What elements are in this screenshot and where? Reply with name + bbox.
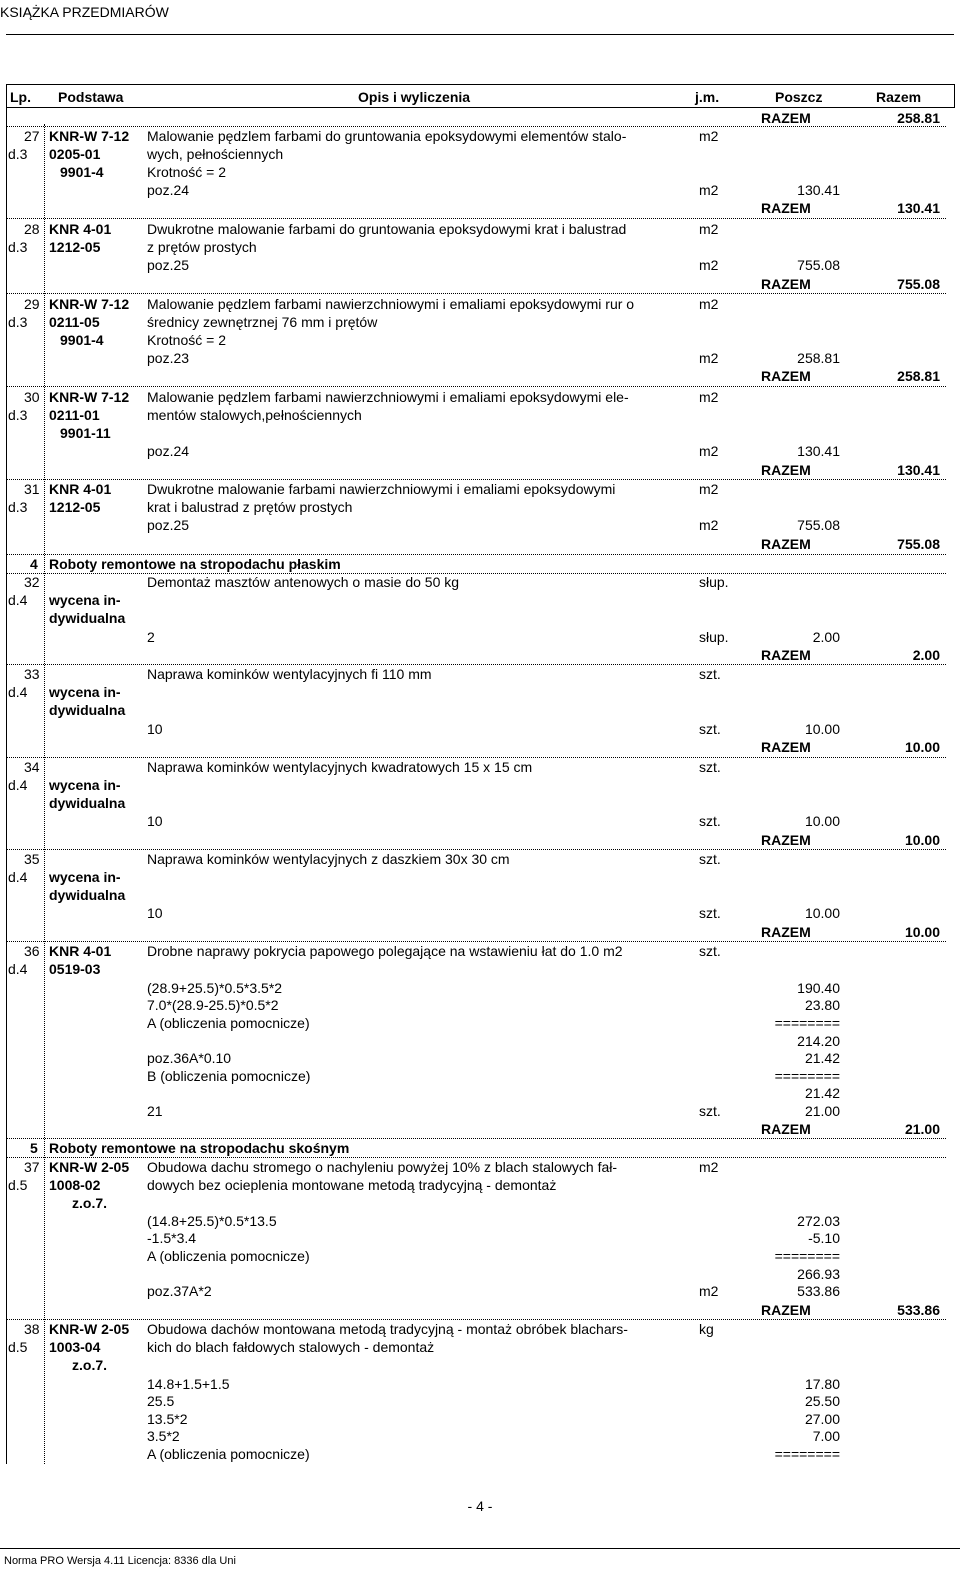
row-chapter: d.5 [8,1177,28,1193]
basis-line: dywidualna [49,795,126,811]
row-chapter: d.3 [8,407,28,423]
table-right-border [954,84,955,108]
calc-expression: 10 [147,905,163,921]
col-lp: Lp. [10,89,31,105]
unit: słup. [699,574,729,590]
unit: m2 [699,481,719,497]
calc-line: -1.5*3.4 [147,1230,197,1246]
calc-line-value: 214.20 [797,1033,840,1049]
row-divider [6,126,946,127]
basis-line: wycena in- [49,592,121,608]
row-total: 258.81 [897,368,940,384]
row-divider [6,218,946,219]
basis-line: 0519-03 [49,961,101,977]
description-line: dowych bez ocieplenia montowane metodą tradycyjną - demontaż [147,1177,557,1193]
description-line: Demontaż masztów antenowych o masie do 50 kg [147,574,460,590]
basis-line: KNR 4-01 [49,943,112,959]
basis-line: z.o.7. [72,1357,108,1373]
table-left-border [6,84,7,1464]
calc-expression: poz.23 [147,350,190,366]
description-line: Obudowa dachów montowana metodą tradycyjną - montaż obróbek blachars- [147,1321,628,1337]
calc-expression: poz.24 [147,182,190,198]
basis-line: KNR 4-01 [49,481,112,497]
calc-expression: 2 [147,629,155,645]
basis-line: KNR-W 2-05 [49,1321,130,1337]
description-line: Naprawa kominków wentylacyjnych fi 110 mm [147,666,432,682]
calc-unit: m2 [699,350,719,366]
unit: m2 [699,221,719,237]
row-chapter: d.4 [8,869,28,885]
calc-line: 3.5*2 [147,1428,180,1444]
basis-line: KNR-W 7-12 [49,128,130,144]
basis-line: KNR 4-01 [49,221,112,237]
row-number: 34 [24,759,40,775]
row-divider [6,849,946,850]
header-bottom-border [6,107,954,108]
basis-line: 9901-4 [60,164,104,180]
basis-line: 1003-04 [49,1339,101,1355]
table-top-border [6,84,954,85]
row-chapter: d.4 [8,777,28,793]
section-number: 4 [30,556,38,572]
description-line: z prętów prostych [147,239,257,255]
basis-line: KNR-W 2-05 [49,1159,130,1175]
calc-expression: 10 [147,813,163,829]
calc-line-value: 190.40 [797,980,840,996]
razem-label: RAZEM [761,1302,811,1318]
description-line: Obudowa dachu stromego o nachyleniu powyżej 10% z blach stalowych fał- [147,1159,618,1175]
description-line: Malowanie pędzlem farbami nawierzchniowymi i emaliami epoksydowymi rur o [147,296,635,312]
description-line: Dwukrotne malowanie farbami do gruntowania epoksydowymi krat i balustrad [147,221,627,237]
calc-unit: szt. [699,813,721,829]
calc-expression: poz.37A*2 [147,1283,212,1299]
calc-expression: poz.24 [147,443,190,459]
row-chapter: d.3 [8,146,28,162]
calc-line-value: ======== [774,1248,840,1264]
razem-label: RAZEM [761,647,811,663]
row-divider [6,1138,946,1139]
unit: m2 [699,1159,719,1175]
calc-line: 25.5 [147,1393,175,1409]
section-title: Roboty remontowe na stropodachu płaskim [49,556,341,572]
basis-line: 0205-01 [49,146,101,162]
footer-divider [0,1548,960,1549]
row-divider [6,554,946,555]
basis-line: z.o.7. [72,1195,108,1211]
row-total: 130.41 [897,200,940,216]
col-razem: Razem [876,89,922,105]
row-total: 755.08 [897,536,940,552]
row-divider [6,1319,946,1320]
calc-expression: poz.25 [147,257,190,273]
row-total: 10.00 [904,924,940,940]
razem-label: RAZEM [761,1121,811,1137]
calc-line-value: 17.80 [804,1376,840,1392]
row-chapter: d.4 [8,592,28,608]
description-line: średnicy zewnętrznej 76 mm i prętów [147,314,378,330]
calc-line-value: 23.80 [804,997,840,1013]
col-jm: j.m. [695,89,720,105]
calc-value: 10.00 [804,813,840,829]
row-number: 27 [24,128,40,144]
calc-unit: szt. [699,905,721,921]
calc-value: 130.41 [797,443,840,459]
calc-line-value: ======== [774,1015,840,1031]
calc-unit: m2 [699,1283,719,1299]
unit: kg [699,1321,714,1337]
calc-unit: m2 [699,443,719,459]
row-chapter: d.4 [8,961,28,977]
license-text: Norma PRO Wersja 4.11 Licencja: 8336 dla Uni [4,1555,236,1567]
basis-line: wycena in- [49,684,121,700]
description-line: kich do blach fałdowych stalowych - demontaż [147,1339,435,1355]
row-divider [6,941,946,942]
row-divider [6,293,946,294]
calc-line-value: 27.00 [804,1411,840,1427]
razem-label: RAZEM [761,924,811,940]
unit: m2 [699,128,719,144]
razem-label: RAZEM [761,368,811,384]
calc-line-value: 266.93 [797,1266,840,1282]
calc-line: A (obliczenia pomocnicze) [147,1446,310,1462]
calc-expression: poz.25 [147,517,190,533]
unit: szt. [699,851,721,867]
razem-label: RAZEM [761,462,811,478]
calc-line: B (obliczenia pomocnicze) [147,1068,311,1084]
calc-line-value: ======== [774,1446,840,1462]
section-title: Roboty remontowe na stropodachu skośnym [49,1140,350,1156]
row-number: 30 [24,389,40,405]
description-line: Naprawa kominków wentylacyjnych kwadratowych 15 x 15 cm [147,759,533,775]
basis-line: 0211-05 [49,314,100,330]
calc-unit: m2 [699,257,719,273]
calc-line: poz.36A*0.10 [147,1050,232,1066]
calc-value: 10.00 [804,721,840,737]
row-chapter: d.3 [8,314,28,330]
row-number: 28 [24,221,40,237]
basis-line: 0211-01 [49,407,100,423]
row-divider [6,664,946,665]
row-total: 10.00 [904,832,940,848]
unit: m2 [699,296,719,312]
row-divider [6,386,946,387]
section-number: 5 [30,1140,38,1156]
description-line: Dwukrotne malowanie farbami nawierzchniowymi i emaliami epoksydowymi [147,481,616,497]
description-line: Malowanie pędzlem farbami do gruntowania epoksydowymi elementów stalo- [147,128,627,144]
basis-line: wycena in- [49,777,121,793]
row-divider [6,479,946,480]
col-poszcz: Poszcz [775,89,823,105]
basis-line: 9901-11 [60,425,111,441]
calc-unit: słup. [699,629,729,645]
unit: szt. [699,759,721,775]
calc-value: 258.81 [797,350,840,366]
razem-label: RAZEM [761,832,811,848]
row-total: 755.08 [897,276,940,292]
basis-line: wycena in- [49,869,121,885]
row-number: 37 [24,1159,40,1175]
calc-line-value: 21.42 [804,1050,840,1066]
basis-line: dywidualna [49,887,126,903]
calc-line: 13.5*2 [147,1411,188,1427]
row-number: 35 [24,851,40,867]
calc-value: 21.00 [804,1103,840,1119]
unit: m2 [699,389,719,405]
calc-line: 14.8+1.5+1.5 [147,1376,230,1392]
basis-line: KNR-W 7-12 [49,389,130,405]
description-line: Malowanie pędzlem farbami nawierzchniowymi i emaliami epoksydowymi ele- [147,389,629,405]
calc-unit: m2 [699,517,719,533]
row-number: 33 [24,666,40,682]
calc-unit: m2 [699,182,719,198]
col-opis: Opis i wyliczenia [358,89,471,105]
row-number: 29 [24,296,40,312]
calc-line: (14.8+25.5)*0.5*13.5 [147,1213,277,1229]
header-divider [6,34,954,35]
basis-line: 1212-05 [49,239,101,255]
calc-line-value: 7.00 [812,1428,840,1444]
calc-value: 2.00 [812,629,840,645]
row-total: 533.86 [897,1302,940,1318]
basis-line: dywidualna [49,610,126,626]
calc-line: 7.0*(28.9-25.5)*0.5*2 [147,997,279,1013]
description-line: krat i balustrad z prętów prostych [147,499,353,515]
basis-line: 1008-02 [49,1177,101,1193]
basis-line: 1212-05 [49,499,101,515]
calc-line: (28.9+25.5)*0.5*3.5*2 [147,980,283,996]
description-line: Drobne naprawy pokrycia papowego polegające na wstawieniu łat do 1.0 m2 [147,943,623,959]
row-chapter: d.5 [8,1339,28,1355]
basis-line: KNR-W 7-12 [49,296,130,312]
razem-label: RAZEM [761,276,811,292]
calc-value: 533.86 [797,1283,840,1299]
row-total: 130.41 [897,462,940,478]
razem-label: RAZEM [761,739,811,755]
description-line: Krotność = 2 [147,164,226,180]
razem-label: RAZEM [761,110,811,126]
unit: szt. [699,943,721,959]
row-divider [6,1157,946,1158]
row-chapter: d.4 [8,684,28,700]
calc-expression: 10 [147,721,163,737]
basis-line: 9901-4 [60,332,104,348]
calc-expression: 21 [147,1103,163,1119]
row-number: 31 [24,481,40,497]
calc-value: 130.41 [797,182,840,198]
row-total: 10.00 [904,739,940,755]
description-line: Krotność = 2 [147,332,226,348]
calc-unit: szt. [699,721,721,737]
row-number: 32 [24,574,40,590]
calc-line-value: 272.03 [797,1213,840,1229]
calc-line: A (obliczenia pomocnicze) [147,1015,310,1031]
calc-line: A (obliczenia pomocnicze) [147,1248,310,1264]
calc-value: 755.08 [797,257,840,273]
calc-line-value: 25.50 [804,1393,840,1409]
calc-unit: szt. [699,1103,721,1119]
column-divider [44,124,45,1464]
row-chapter: d.3 [8,239,28,255]
razem-label: RAZEM [761,536,811,552]
calc-value: 10.00 [804,905,840,921]
description-line: Naprawa kominków wentylacyjnych z daszkiem 30x 30 cm [147,851,510,867]
row-total: 21.00 [904,1121,940,1137]
calc-line-value: 21.42 [804,1085,840,1101]
row-total: 2.00 [912,647,940,663]
unit: szt. [699,666,721,682]
col-podstawa: Podstawa [58,89,124,105]
row-total: 258.81 [897,110,940,126]
row-chapter: d.3 [8,499,28,515]
calc-line-value: ======== [774,1068,840,1084]
row-number: 36 [24,943,40,959]
razem-label: RAZEM [761,200,811,216]
basis-line: dywidualna [49,702,126,718]
document-title: KSIĄŻKA PRZEDMIARÓW [0,4,169,20]
row-number: 38 [24,1321,40,1337]
row-divider [6,757,946,758]
calc-line-value: -5.10 [808,1230,840,1246]
description-line: wych, pełnościennych [147,146,284,162]
calc-value: 755.08 [797,517,840,533]
page-number: - 4 - [467,1498,493,1514]
description-line: mentów stalowych,pełnościennych [147,407,362,423]
